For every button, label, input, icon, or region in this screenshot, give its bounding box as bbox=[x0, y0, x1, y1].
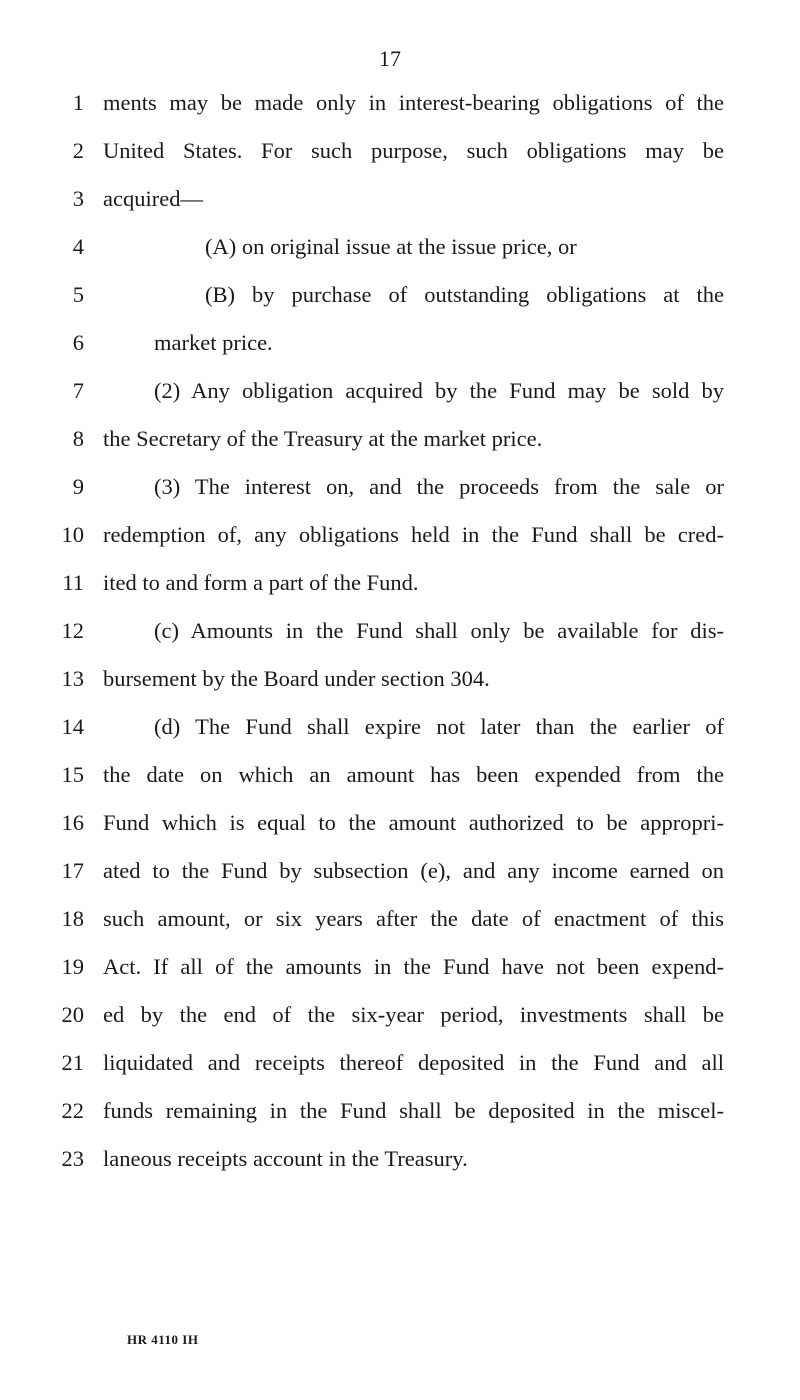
text-line bbox=[0, 1048, 800, 1078]
line-text: (2) Any obligation acquired by the Fund may be sold by bbox=[154, 378, 724, 403]
line-number: 16 bbox=[61, 810, 84, 835]
line-text: acquired— bbox=[103, 186, 203, 211]
line-number: 9 bbox=[72, 474, 84, 499]
text-line bbox=[0, 136, 800, 166]
line-text: market price. bbox=[154, 330, 273, 355]
text-line bbox=[0, 328, 800, 358]
text-line bbox=[0, 952, 800, 982]
line-text: funds remaining in the Fund shall be deposited in the miscel- bbox=[103, 1098, 724, 1123]
text-line bbox=[0, 856, 800, 886]
text-line bbox=[0, 616, 800, 646]
line-number: 21 bbox=[61, 1050, 84, 1075]
text-line bbox=[0, 760, 800, 790]
line-text: the date on which an amount has been expended from the bbox=[103, 762, 724, 787]
text-line bbox=[0, 568, 800, 598]
line-text: laneous receipts account in the Treasury. bbox=[103, 1146, 468, 1171]
line-number: 7 bbox=[72, 378, 84, 403]
text-line bbox=[0, 1000, 800, 1030]
text-line bbox=[0, 472, 800, 502]
line-number: 2 bbox=[72, 138, 84, 163]
line-text: Act. If all of the amounts in the Fund have not been expend- bbox=[103, 954, 724, 979]
line-number: 13 bbox=[61, 666, 84, 691]
text-line bbox=[0, 376, 800, 406]
line-number: 15 bbox=[61, 762, 84, 787]
text-line bbox=[0, 88, 800, 118]
page-number: 17 bbox=[379, 46, 401, 71]
line-number: 14 bbox=[61, 714, 84, 739]
line-number: 8 bbox=[72, 426, 84, 451]
bill-footer: HR 4110 IH bbox=[127, 1332, 199, 1347]
text-line bbox=[0, 520, 800, 550]
text-line bbox=[0, 424, 800, 454]
line-number: 12 bbox=[61, 618, 84, 643]
line-number: 10 bbox=[61, 522, 84, 547]
line-text: bursement by the Board under section 304. bbox=[103, 666, 490, 691]
line-number: 22 bbox=[61, 1098, 84, 1123]
line-text: (c) Amounts in the Fund shall only be available for dis- bbox=[154, 618, 724, 643]
line-number: 4 bbox=[72, 234, 84, 259]
text-line bbox=[0, 1144, 800, 1174]
line-text: redemption of, any obligations held in the Fund shall be cred- bbox=[103, 522, 724, 547]
line-number: 19 bbox=[61, 954, 84, 979]
line-text: ed by the end of the six-year period, investments shall be bbox=[103, 1002, 724, 1027]
line-text: ited to and form a part of the Fund. bbox=[103, 570, 419, 595]
text-line bbox=[0, 664, 800, 694]
line-number: 20 bbox=[61, 1002, 84, 1027]
text-line bbox=[0, 280, 800, 310]
line-text: (B) by purchase of outstanding obligations at the bbox=[205, 282, 724, 307]
text-line bbox=[0, 184, 800, 214]
line-text: the Secretary of the Treasury at the market price. bbox=[103, 426, 543, 451]
line-number: 11 bbox=[62, 570, 84, 595]
text-line bbox=[0, 808, 800, 838]
line-number: 3 bbox=[72, 186, 84, 211]
line-text: such amount, or six years after the date of enactment of this bbox=[103, 906, 724, 931]
line-text: (d) The Fund shall expire not later than the earlier of bbox=[154, 714, 724, 739]
line-number: 23 bbox=[61, 1146, 84, 1171]
line-number: 18 bbox=[61, 906, 84, 931]
text-line bbox=[0, 1096, 800, 1126]
line-text: United States. For such purpose, such obligations may be bbox=[103, 138, 724, 163]
text-line bbox=[0, 712, 800, 742]
line-number: 1 bbox=[72, 90, 84, 115]
line-text: ments may be made only in interest-bearing obligations of the bbox=[103, 90, 724, 115]
line-text: Fund which is equal to the amount authorized to be appropri- bbox=[103, 810, 724, 835]
line-number: 5 bbox=[72, 282, 84, 307]
line-text: (A) on original issue at the issue price, or bbox=[205, 234, 577, 259]
text-line bbox=[0, 904, 800, 934]
line-text: ated to the Fund by subsection (e), and any income earned on bbox=[103, 858, 724, 883]
line-number: 6 bbox=[72, 330, 84, 355]
line-text: liquidated and receipts thereof deposited in the Fund and all bbox=[103, 1050, 724, 1075]
line-text: (3) The interest on, and the proceeds from the sale or bbox=[154, 474, 724, 499]
line-number: 17 bbox=[61, 858, 84, 883]
text-line bbox=[0, 232, 800, 262]
